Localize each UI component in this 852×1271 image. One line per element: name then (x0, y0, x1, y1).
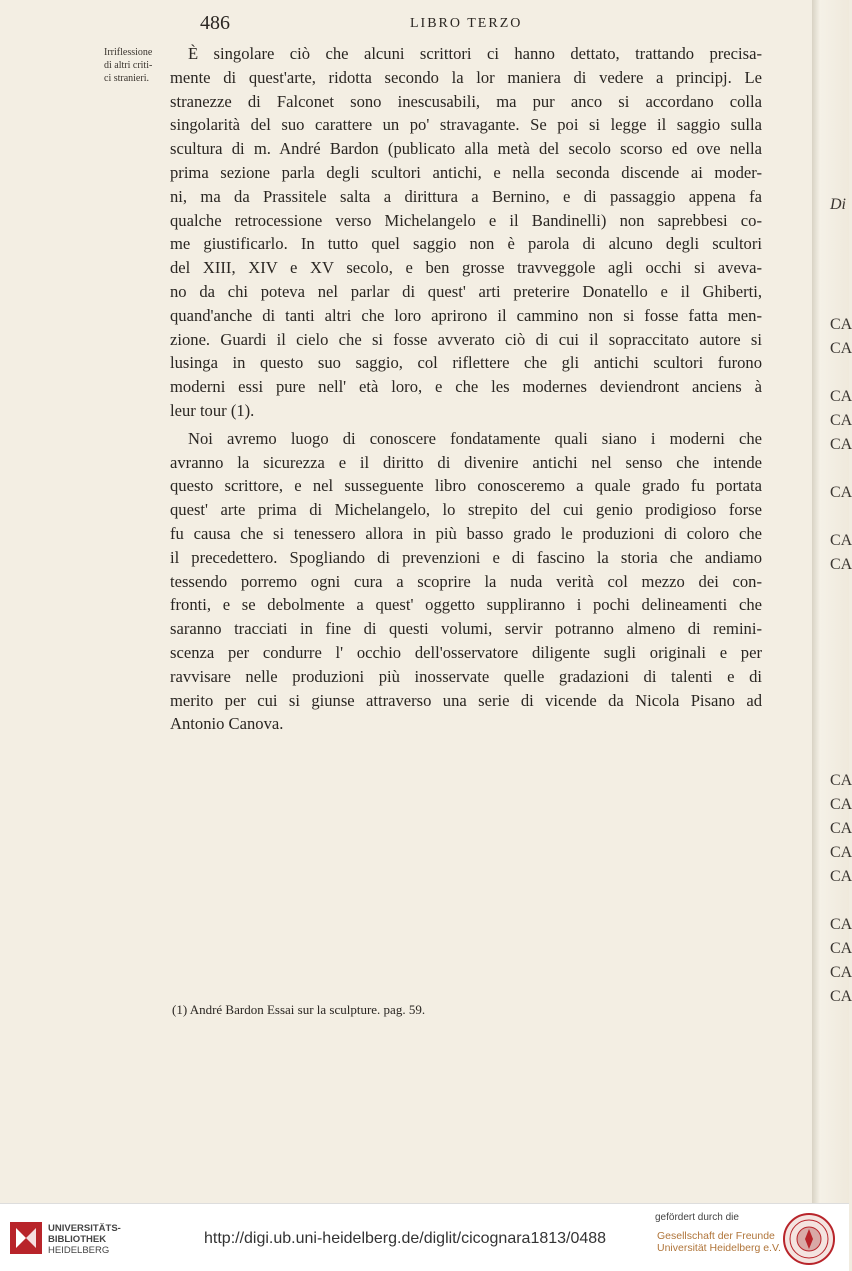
sponsor-line: Gesellschaft der Freunde (657, 1230, 775, 1242)
text-line: me giustificarlo. In tutto quel saggio non è parola di alcuno degli scultori (170, 234, 762, 254)
permalink-url[interactable]: http://digi.ub.uni-heidelberg.de/diglit/cicognara1813/0488 (204, 1230, 607, 1247)
text-line: zione. Guardi il cielo che si fosse avverato ciò di cui il sopraccitato autore si (170, 329, 762, 349)
gutter-letter: CA (830, 988, 852, 1005)
gutter-letter: CA (830, 484, 852, 501)
text-line: fronti, e se debolmente a quest' oggetto suppliranno i pochi delineamenti che (170, 595, 762, 615)
gutter-letter: CA (830, 556, 852, 573)
university-seal-icon (783, 1213, 835, 1265)
gutter-letter: Di (830, 196, 846, 213)
footer-bar (0, 1203, 849, 1271)
text-line: questo scrittore, e nel susseguente libro conosceremo a quale grado fu portata (170, 476, 762, 496)
gutter-letter: CA (830, 844, 852, 861)
gutter-letter: CA (830, 532, 852, 549)
text-line: no da chi poteva nel parlar di quest' arti preterire Donatello e il Ghiberti, (170, 281, 762, 301)
text-line: avranno la sicurezza e il diritto di divenire antichi nel senso che intende (170, 452, 762, 472)
text-line: singolarità del suo carattere un po' stravagante. Se poi si legge il saggio sulla (170, 115, 762, 135)
text-line: merito per cui si giunse attraverso una serie di vicende da Nicola Pisano ad (170, 690, 762, 710)
text-line: moderni essi pure nell' età loro, e che les modernes deviendront anciens à (170, 377, 762, 397)
gutter-letter: CA (830, 940, 852, 957)
gutter-letter: CA (830, 388, 852, 405)
sponsor-label: gefördert durch die (655, 1212, 739, 1223)
text-line: scultura di m. André Bardon (publicato alla metà del secolo scorso ed ove nella (170, 139, 762, 159)
text-line: mente di quest'arte, ridotta secondo la lor maniera di vedere a principj. Le (170, 67, 762, 87)
text-line: qualche retrocessione verso Michelangelo e il Bandinelli) non saprebbesi co- (170, 210, 762, 230)
library-name-line: BIBLIOTHEK (48, 1234, 107, 1245)
margin-note-line: ci stranieri. (104, 73, 149, 84)
text-line: Antonio Canova. (170, 714, 284, 734)
text-line: del XIII, XIV e XV secolo, e ben grosse travveggole agli occhi si aveva- (170, 258, 762, 278)
library-name (48, 1223, 121, 1256)
text-line: stranezze di Falconet sono inescusabili, ma pur anco si accordano colla (170, 91, 762, 111)
main-text (170, 42, 762, 736)
text-line: quand'anche di tanti altri che loro aprirono il cammino non si fosse fatta men- (170, 305, 762, 325)
gutter-letter: CA (830, 436, 852, 453)
text-line: saranno tracciati in fine di questi volumi, servir potranno almeno di remini- (170, 619, 762, 639)
page-header (200, 12, 740, 38)
footnote: (1) André Bardon Essai sur la sculpture. pag. 59. (172, 1002, 426, 1017)
text-line: È singolare ciò che alcuni scrittori ci hanno dettato, trattando precisa- (188, 44, 762, 63)
next-page-edge (812, 0, 852, 1203)
text-line: ni, ma da Prassitele salta a dirittura a Bernino, e di passaggio appena fa (170, 186, 762, 206)
library-name-line: UNIVERSITÄTS- (48, 1223, 121, 1234)
gutter-letter: CA (830, 964, 852, 981)
running-head: LIBRO TERZO (410, 16, 523, 31)
sponsor-name (657, 1230, 781, 1254)
gutter-letter: CA (830, 820, 852, 837)
margin-note-line: Irriflessione (104, 47, 153, 58)
margin-note (104, 46, 170, 85)
text-line: tessendo porremo ogni cura a scoprire la nuda verità col mezzo dei con- (170, 571, 762, 591)
margin-note-line: di altri criti- (104, 60, 153, 71)
text-line: lusinga in questo suo saggio, col riflettere che gli antichi scultori furono (170, 353, 762, 373)
gutter-letter: CA (830, 412, 852, 429)
gutter-letter: CA (830, 916, 852, 933)
library-name-line: HEIDELBERG (48, 1245, 110, 1256)
page-number: 486 (200, 12, 230, 34)
text-line: leur tour (1). (170, 400, 255, 420)
text-line: Noi avremo luogo di conoscere fondatamente quali siano i moderni che (188, 428, 762, 448)
gutter-letter: CA (830, 796, 852, 813)
text-line: quest' arte prima di Michelangelo, lo strepito del cui genio prodigioso forse (170, 500, 762, 520)
library-logo-icon (10, 1222, 42, 1254)
text-line: ravvisare nelle produzioni più inosservate quelle gradazioni di talenti e di (170, 666, 762, 686)
sponsor-line: Universität Heidelberg e.V. (657, 1242, 781, 1254)
text-line: il precedettero. Spogliando di prevenzioni e di fascino la storia che andiamo (170, 547, 762, 567)
text-line: prima sezione parla degli scultori antichi, e nella seconda discende ai moder- (170, 162, 762, 182)
text-line: fu causa che si tenessero allora in più basso grado le produzioni di coloro che (170, 523, 762, 543)
gutter-letter: CA (830, 340, 852, 357)
gutter-letter: CA (830, 316, 852, 333)
text-line: scenza per condurre l' occhio dell'osservatore diligente sugli originali e per (170, 642, 762, 662)
gutter-letter: CA (830, 868, 852, 885)
gutter-letter: CA (830, 772, 852, 789)
